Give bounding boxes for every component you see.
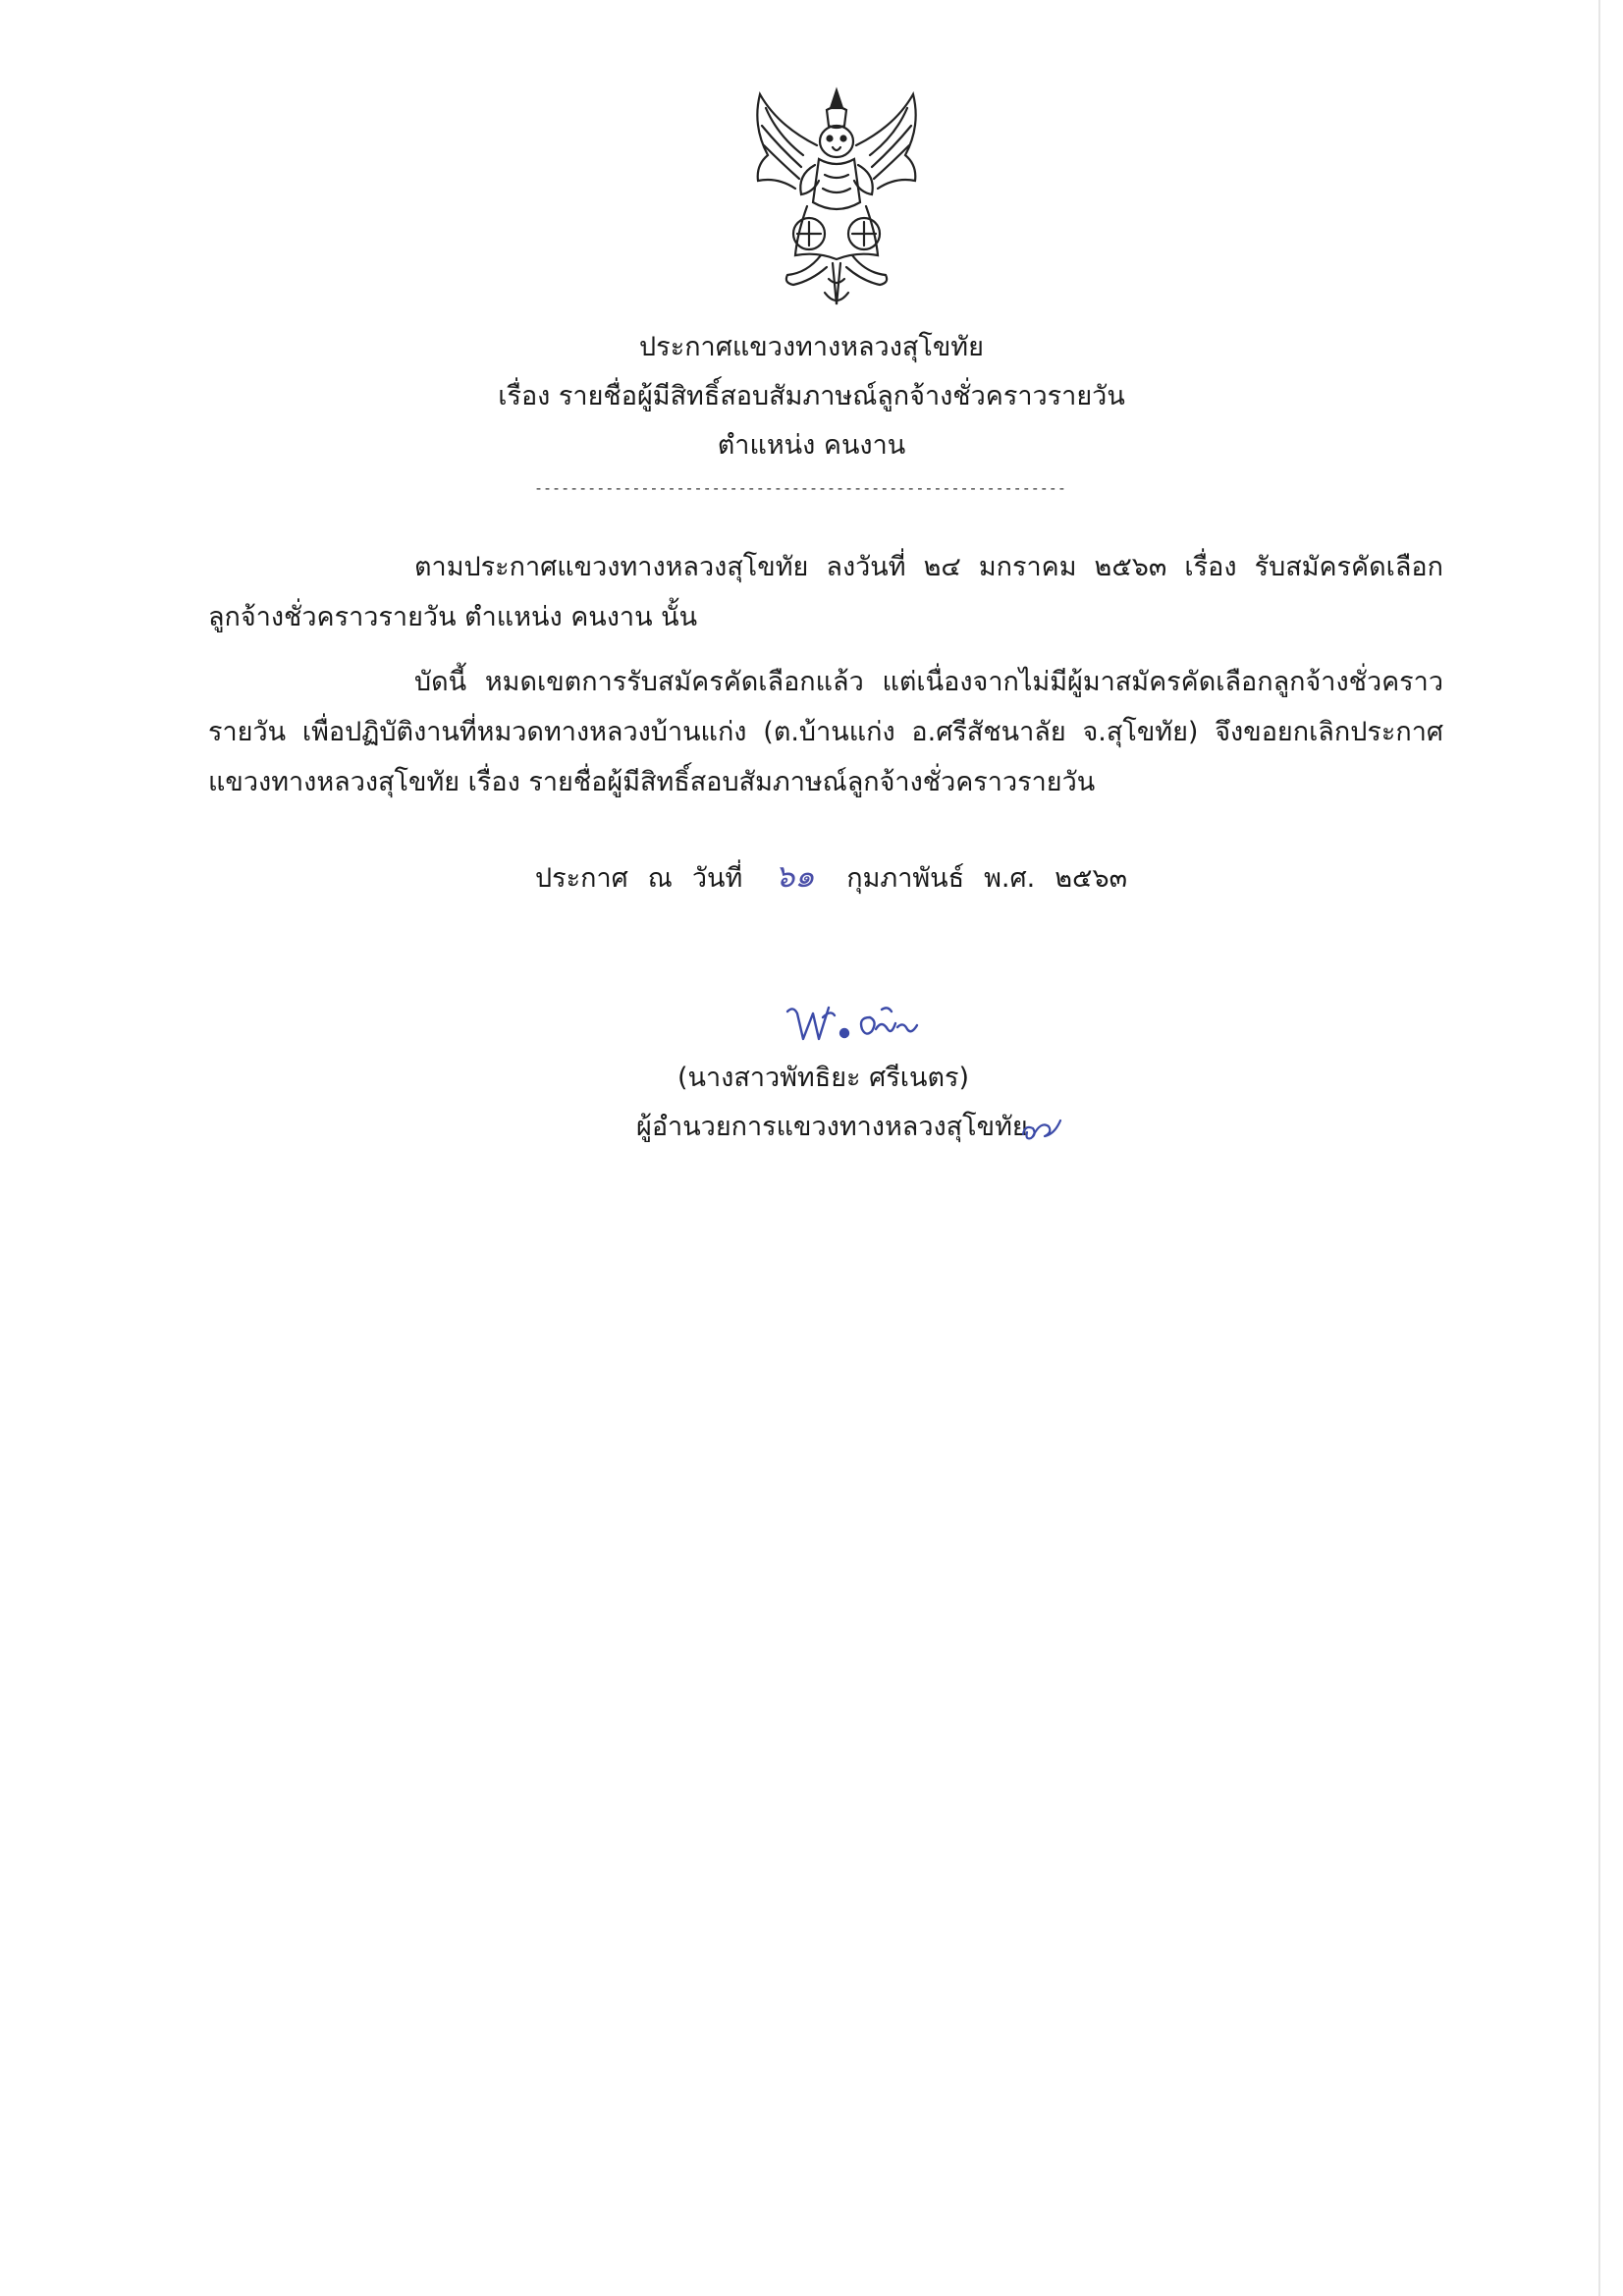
announcement-title: ประกาศแขวงทางหลวงสุโขทัย <box>639 332 984 362</box>
signatory-name: (นางสาวพัทธิยะ ศรีเนตร) <box>677 1063 970 1093</box>
dateline-wan-thi: วันที่ <box>691 863 743 894</box>
handwritten-initial <box>1019 1113 1062 1142</box>
dateline-na: ณ <box>647 863 673 894</box>
announcement-dateline <box>535 858 1127 897</box>
signatory-title: ผู้อำนวยการแขวงทางหลวงสุโขทัย <box>636 1112 1028 1142</box>
dateline-era: พ.ศ. <box>984 863 1036 894</box>
paragraph-1-line-1: ตามประกาศแขวงทางหลวงสุโขทัย ลงวันที่ ๒๔ มกราคม ๒๕๖๓ เรื่อง รับสมัครคัดเลือก <box>414 552 1443 582</box>
paragraph-2-line-2: รายวัน เพื่อปฏิบัติงานที่หมวดทางหลวงบ้านแก่ง (ต.บ้านแก่ง อ.ศรีสัชนาลัย จ.สุโขทัย) จึงขอยกเลิกประกาศ <box>208 717 1443 747</box>
dateline-year: ๒๕๖๓ <box>1055 863 1128 894</box>
paragraph-2-line-3: แขวงทางหลวงสุโขทัย เรื่อง รายชื่อผู้มีสิทธิ์สอบสัมภาษณ์ลูกจ้างชั่วคราวรายวัน <box>208 767 1096 797</box>
handwritten-day: ๖๑ <box>774 857 815 895</box>
paragraph-1-line-2: ลูกจ้างชั่วคราวรายวัน ตำแหน่ง คนงาน นั้น <box>208 602 698 632</box>
dashed-divider: ------------------------------------------------------------ <box>534 479 1066 497</box>
paragraph-2-line-1: บัดนี้ หมดเขตการรับสมัครคัดเลือกแล้ว แต่เนื่องจากไม่มีผู้มาสมัครคัดเลือกลูกจ้างชั่วคราว <box>414 667 1443 697</box>
dateline-prefix: ประกาศ <box>535 863 628 894</box>
dateline-month: กุมภาพันธ์ <box>846 863 965 894</box>
announcement-position: ตำแหน่ง คนงาน <box>717 430 906 461</box>
garuda-emblem <box>738 86 935 312</box>
handwritten-signature <box>780 1000 937 1051</box>
announcement-subject: เรื่อง รายชื่อผู้มีสิทธิ์สอบสัมภาษณ์ลูกจ้างชั่วคราวรายวัน <box>498 381 1125 411</box>
